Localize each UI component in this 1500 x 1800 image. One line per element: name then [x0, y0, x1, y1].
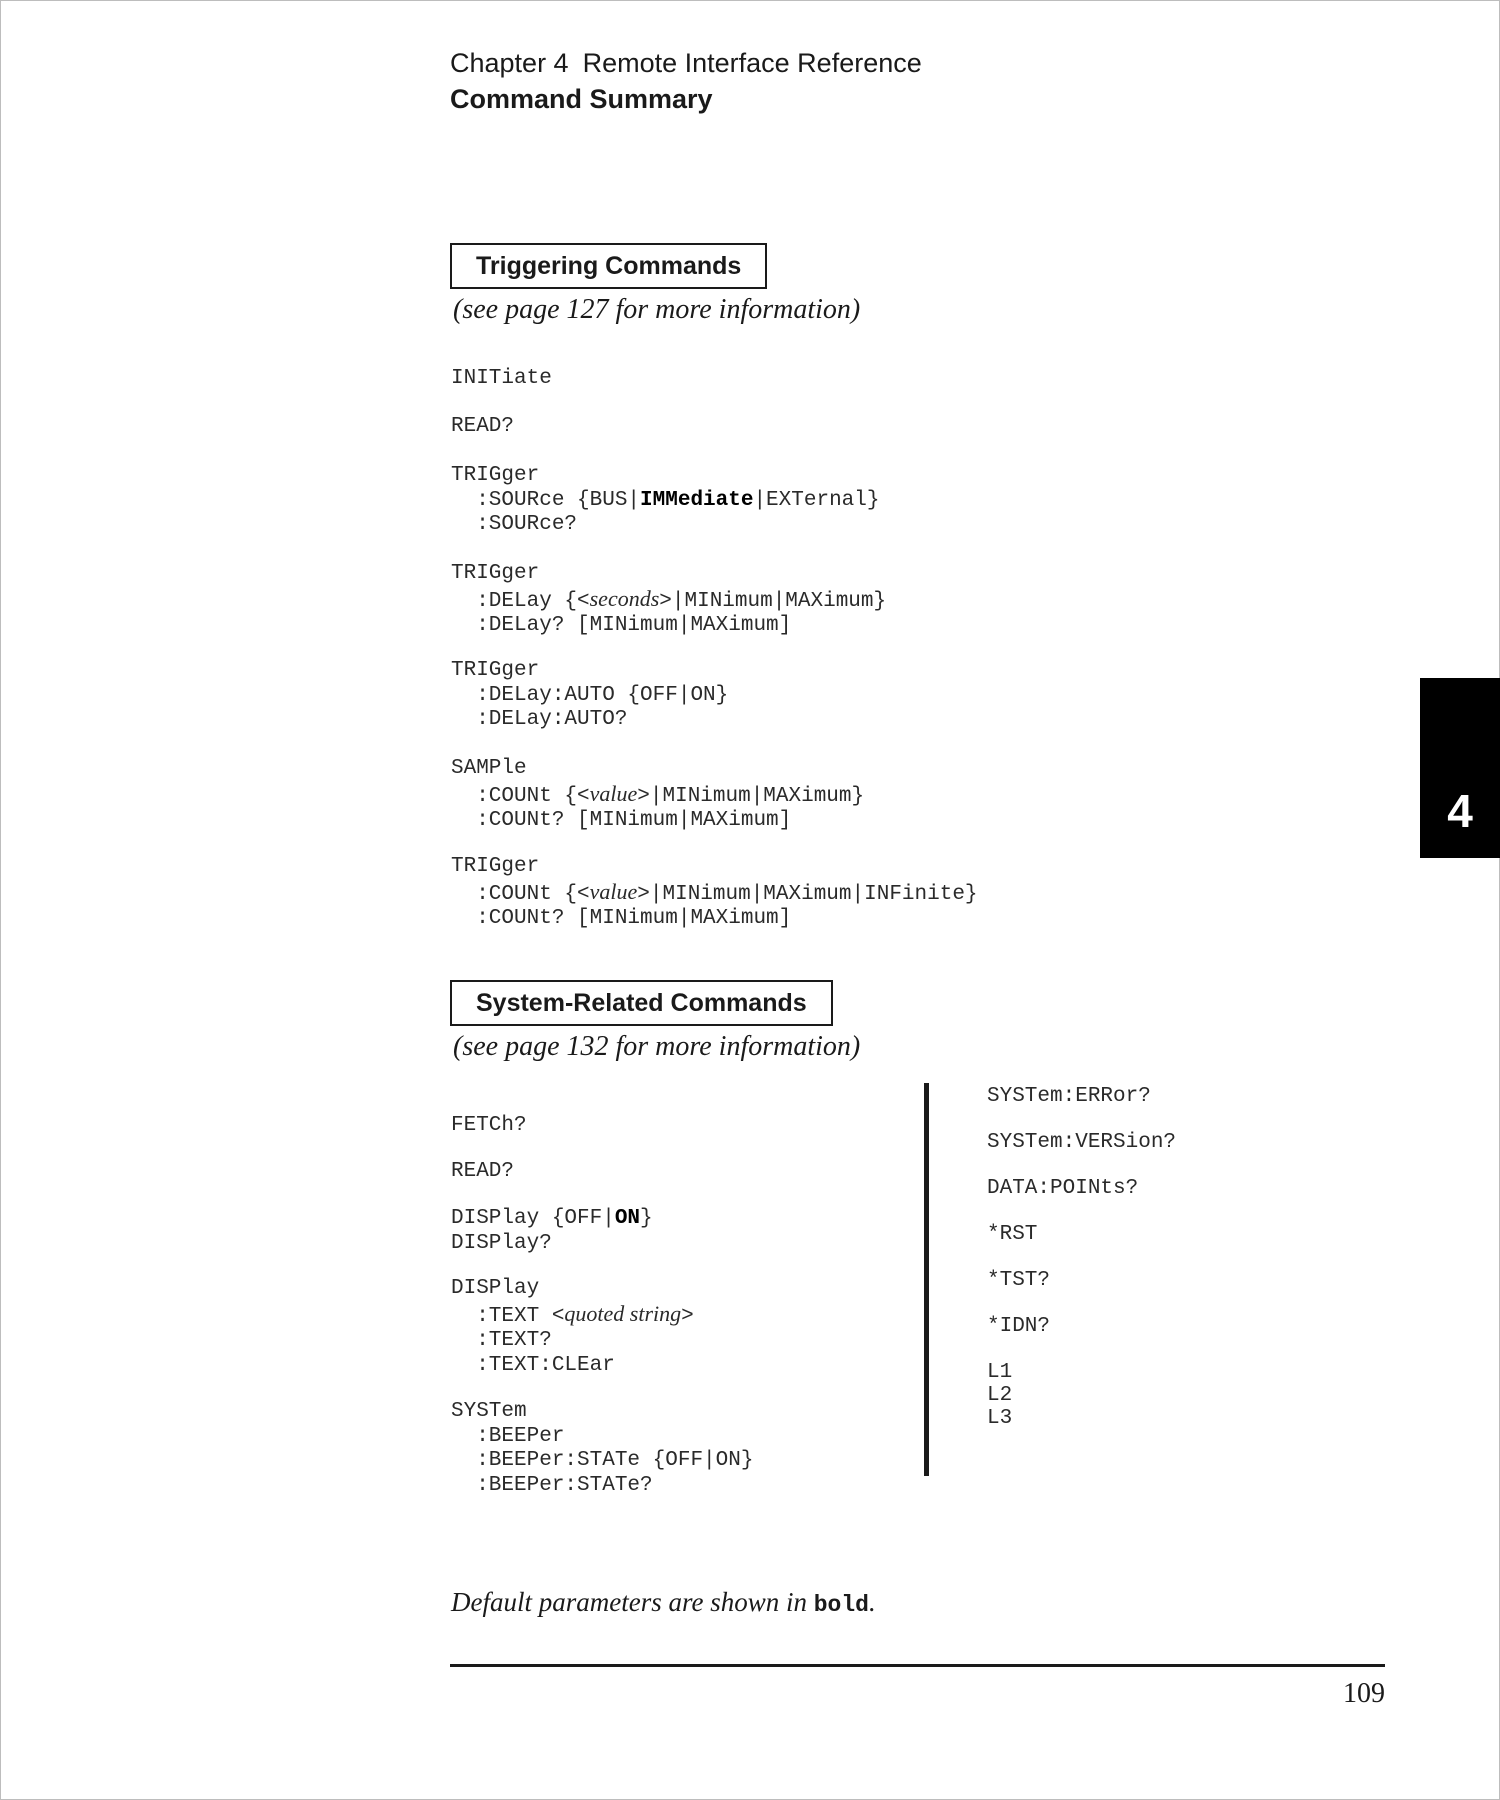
- sample-count-group: [451, 757, 864, 834]
- parameter: value: [589, 780, 638, 806]
- delay-auto-query: :DELay:AUTO?: [451, 708, 628, 731]
- trigger-command: TRIGger: [451, 464, 540, 487]
- triggering-see-page: (see page 127 for more information): [453, 294, 861, 325]
- page-number: 109: [1343, 1678, 1385, 1709]
- default-value: ON: [614, 1207, 641, 1230]
- system-command: SYSTem: [451, 1400, 527, 1423]
- bold-example: bold: [813, 1592, 869, 1618]
- system-beeper-group: [451, 1400, 753, 1498]
- trigger-delay-auto-group: [451, 659, 728, 733]
- sample-command: SAMPle: [451, 757, 527, 780]
- delay-auto-command: :DELay:AUTO {OFF|ON}: [451, 683, 729, 707]
- fetch-command: FETCh?: [451, 1114, 527, 1137]
- trigger-delay-group: [451, 562, 886, 639]
- trigger-count-command: :COUNt {<value>|MINimum|MAXimum|INFinite}: [451, 878, 978, 906]
- system-see-page: (see page 132 for more information): [453, 1031, 861, 1062]
- system-error-query: SYSTem:ERRor?: [987, 1085, 1151, 1108]
- display-query: DISPlay?: [451, 1231, 552, 1255]
- default-value: IMMediate: [640, 488, 754, 512]
- column-divider: [924, 1083, 929, 1476]
- default-parameters-note: Default parameters are shown in bold.: [451, 1587, 876, 1618]
- trigger-command: TRIGger: [451, 659, 540, 682]
- display-command: DISPlay: [451, 1277, 540, 1300]
- trigger-count-query: :COUNt? [MINimum|MAXimum]: [451, 907, 792, 930]
- parameter: quoted string: [564, 1300, 682, 1326]
- footer-rule: [450, 1664, 1385, 1667]
- triggering-commands-heading: Triggering Commands: [450, 243, 767, 289]
- sample-count-query: :COUNt? [MINimum|MAXimum]: [451, 809, 792, 832]
- trigger-count-group: [451, 855, 978, 932]
- trigger-source-group: [451, 464, 879, 538]
- initiate-command: INITiate: [451, 367, 552, 390]
- display-text-query: :TEXT?: [451, 1329, 552, 1352]
- trigger-delay-query: :DELay? [MINimum|MAXimum]: [451, 614, 792, 637]
- system-read-command: READ?: [451, 1160, 515, 1183]
- parameter: value: [589, 878, 638, 904]
- chapter-heading: [450, 48, 922, 79]
- trigger-delay-command: :DELay {<seconds>|MINimum|MAXimum}: [451, 585, 887, 613]
- l3-command: L3: [987, 1407, 1013, 1430]
- display-command: DISPlay {OFF|ON}: [451, 1207, 653, 1230]
- data-points-query: DATA:POINts?: [987, 1177, 1139, 1200]
- tst-query: *TST?: [987, 1269, 1051, 1292]
- l1-command: L1: [987, 1361, 1013, 1384]
- page-title: Command Summary: [450, 84, 713, 114]
- trigger-source-query: :SOURce?: [451, 513, 578, 536]
- trigger-source-command: :SOURce {BUS|IMMediate|EXTernal}: [451, 488, 880, 512]
- beeper-state-command: :BEEPer:STATe {OFF|ON}: [451, 1449, 754, 1472]
- beeper-state-query: :BEEPer:STATe?: [451, 1473, 653, 1497]
- chapter-tab-label: 4: [1447, 785, 1473, 837]
- rst-command: *RST: [987, 1223, 1038, 1246]
- beeper-command: :BEEPer: [451, 1424, 565, 1448]
- display-text-command: :TEXT <quoted string>: [451, 1300, 694, 1328]
- system-version-query: SYSTem:VERSion?: [987, 1131, 1177, 1154]
- trigger-command: TRIGger: [451, 562, 540, 585]
- chapter-title: Remote Interface Reference: [582, 48, 922, 78]
- l-commands: [987, 1361, 1012, 1430]
- system-commands-heading: System-Related Commands: [450, 980, 833, 1026]
- display-text-clear: :TEXT:CLEar: [451, 1353, 615, 1377]
- parameter: seconds: [589, 585, 660, 611]
- display-group: [451, 1207, 653, 1256]
- chapter-number: Chapter 4: [450, 48, 569, 78]
- read-command: READ?: [451, 415, 515, 438]
- idn-query: *IDN?: [987, 1315, 1051, 1338]
- display-text-group: [451, 1277, 694, 1378]
- trigger-command: TRIGger: [451, 855, 540, 878]
- sample-count-command: :COUNt {<value>|MINimum|MAXimum}: [451, 780, 865, 808]
- chapter-tab: [1420, 678, 1500, 858]
- l2-command: L2: [987, 1384, 1013, 1407]
